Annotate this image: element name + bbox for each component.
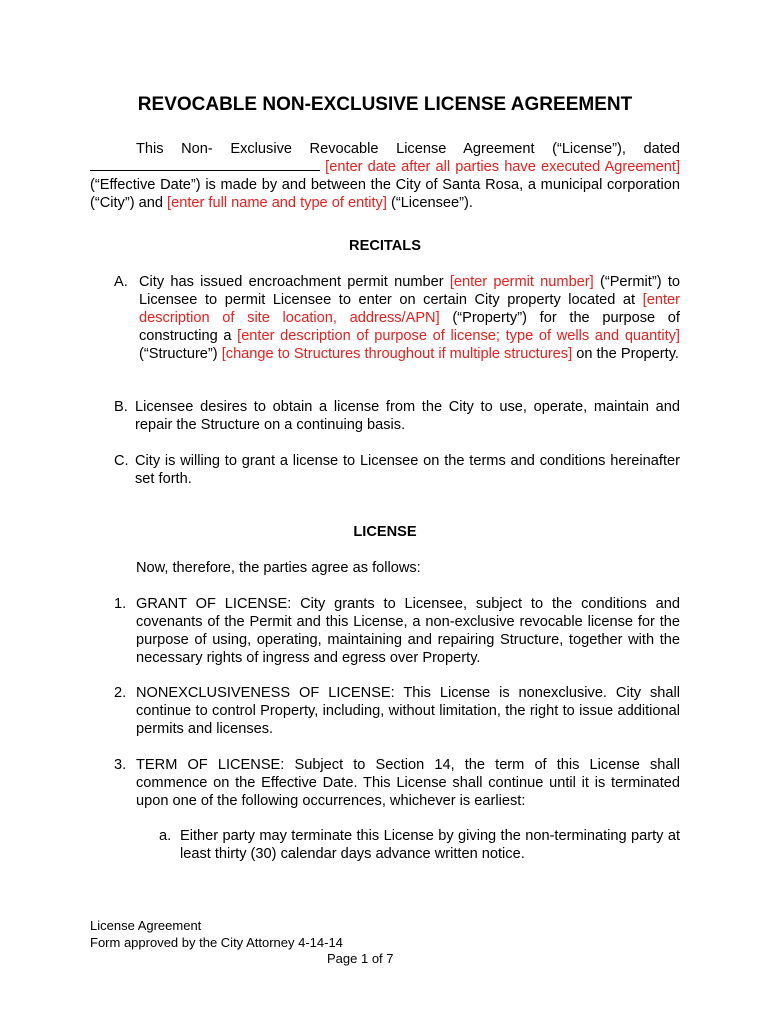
section-3-text: TERM OF LICENSE: Subject to Section 14, the term of this License shall commence on the Effective Date. This License shall continue until it is terminated upon one of the following occurrences, whichever is earliest:	[136, 757, 680, 809]
intro-text-1: This Non- Exclusive Revocable License Agreement (“License”), dated	[136, 141, 680, 157]
date-blank-line	[90, 158, 320, 171]
permit-placeholder: [enter permit number]	[449, 274, 594, 290]
section-3-label: 3.	[114, 757, 127, 773]
document-title: REVOCABLE NON-EXCLUSIVE LICENSE AGREEMENT	[137, 94, 633, 115]
intro-paragraph	[90, 140, 680, 212]
subsection-a-label: a.	[159, 828, 172, 844]
now-therefore-text: Now, therefore, the parties agree as follows:	[136, 560, 421, 576]
license-heading: LICENSE	[353, 524, 417, 540]
date-placeholder: [enter date after all parties have executed Agreement]	[325, 159, 680, 175]
structures-placeholder: [change to Structures throughout if multiple structures]	[221, 346, 573, 362]
subsection-a-text: Either party may terminate this License by giving the non-terminating party at least thirty (30) calendar days advance written notice.	[180, 828, 680, 862]
recital-a-text-2: (“Permit”) to Licensee to permit Licensee to enter on certain City property located at	[139, 274, 680, 308]
footer-approval: Form approved by the City Attorney 4-14-14	[90, 935, 343, 950]
recital-a-text-3: (“Property”) for the purpose of constructing a	[139, 310, 680, 344]
footer-page-number: Page 1 of 7	[327, 951, 394, 966]
section-1-text: GRANT OF LICENSE: City grants to Licensee, subject to the conditions and covenants of the Permit and this License, a non-exclusive revocable license for the purpose of using, operating, maintaining and repairing Structure, together with the necessary rights of ingress and egress over Property.	[136, 596, 680, 666]
recital-a-text-5: on the Property.	[576, 346, 679, 362]
purpose-placeholder: [enter description of purpose of license; type of wells and quantity]	[237, 328, 680, 344]
entity-placeholder: [enter full name and type of entity]	[167, 195, 387, 211]
recital-a-label: A.	[114, 274, 128, 290]
recital-c-text: City is willing to grant a license to Licensee on the terms and conditions hereinafter set forth.	[135, 453, 680, 487]
section-2-text: NONEXCLUSIVENESS OF LICENSE: This License is nonexclusive. City shall continue to control Property, including, without limitation, the right to issue additional permits and licenses.	[136, 685, 680, 737]
recital-a-text-1: City has issued encroachment permit number	[139, 274, 444, 290]
section-2-label: 2.	[114, 685, 127, 701]
recital-b-text: Licensee desires to obtain a license from the City to use, operate, maintain and repair the Structure on a continuing basis.	[135, 399, 680, 433]
recital-a-text-4: (“Structure”)	[139, 346, 218, 362]
intro-text-2: (“Effective Date”) is made by and between the City of Santa Rosa, a municipal corporation (“City”) and	[90, 177, 680, 211]
recital-c-label: C.	[114, 453, 129, 469]
recitals-heading: RECITALS	[349, 238, 421, 254]
recital-b-label: B.	[114, 399, 128, 415]
recital-a-text	[139, 273, 680, 363]
footer-doc-name: License Agreement	[90, 918, 202, 933]
site-placeholder: [enter description of site location, address/APN]	[139, 292, 680, 326]
intro-text-3: (“Licensee”).	[390, 195, 473, 211]
section-1-label: 1.	[114, 596, 127, 612]
